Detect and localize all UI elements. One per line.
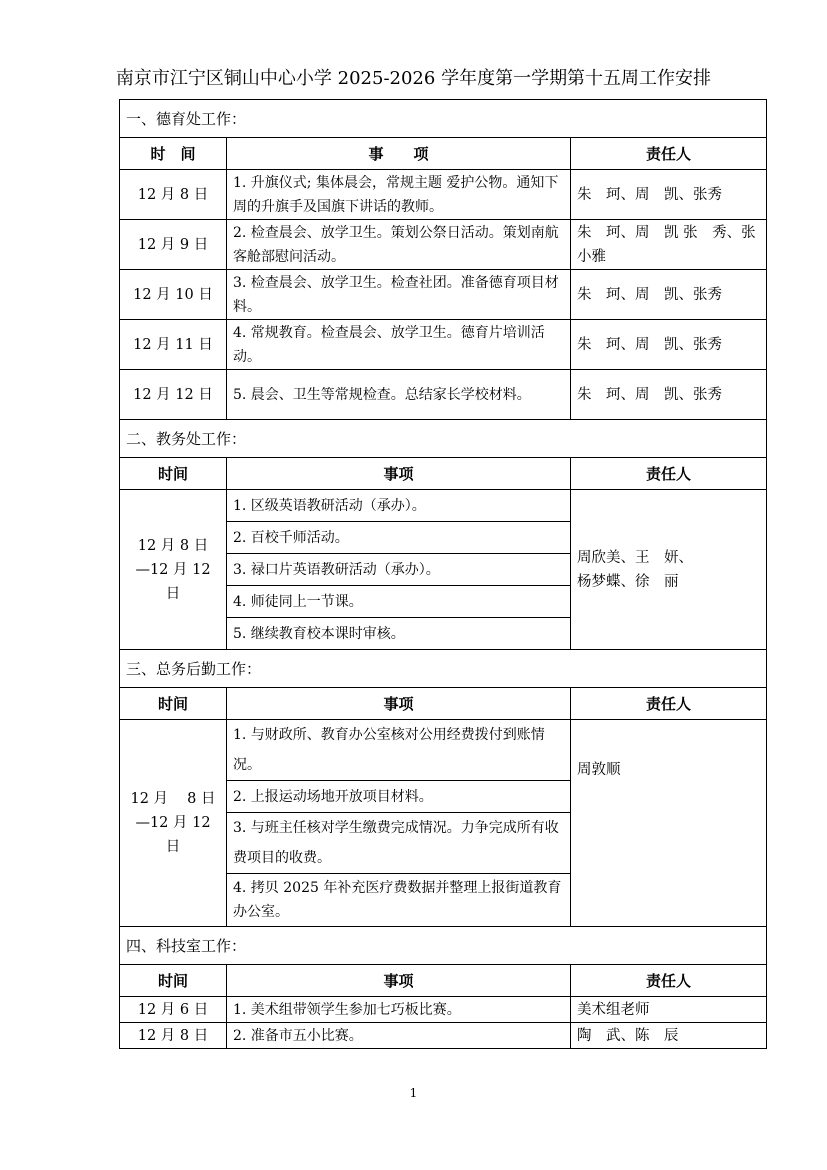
- section-heading: [120, 420, 767, 458]
- page-title: 南京市江宁区铜山中心小学 2025-2026 学年度第一学期第十五周工作安排: [115, 68, 712, 89]
- table-row: [120, 997, 767, 1023]
- row-item: 5. 晨会、卫生等常规检查。总结家长学校材料。: [227, 370, 571, 420]
- section2-heading: 二、教务处工作：: [120, 420, 767, 458]
- section3-heading: 三、总务后勤工作：: [120, 650, 767, 688]
- row-item: 3. 与班主任核对学生缴费完成情况。力争完成所有收费项目的收费。: [227, 813, 571, 874]
- section-heading: [120, 927, 767, 965]
- row-item: 3. 禄口片英语教研活动（承办）。: [227, 554, 571, 586]
- row-time: 12 月 9 日: [120, 220, 227, 270]
- header-item: 事项: [227, 965, 571, 997]
- table-header: [120, 458, 767, 490]
- row-person: 朱 珂、周 凯、张秀: [571, 320, 767, 370]
- section1-heading: 一、德育处工作：: [120, 100, 767, 138]
- table-header: [120, 138, 767, 170]
- row-item: 1. 与财政所、教育办公室核对公用经费拨付到账情况。: [227, 720, 571, 781]
- row-time: 12 月 10 日: [120, 270, 227, 320]
- table-row: [120, 220, 767, 270]
- time-line: —12 月 12 日: [135, 561, 211, 602]
- row-item: 4. 拷贝 2025 年补充医疗费数据并整理上报街道教育办公室。: [227, 874, 571, 927]
- row-item: 2. 百校千师活动。: [227, 522, 571, 554]
- table-row: [120, 490, 767, 522]
- time-line: —12 月 12 日: [135, 815, 211, 855]
- row-item: 5. 继续教育校本课时审核。: [227, 618, 571, 650]
- section-heading: [120, 650, 767, 688]
- time-line: 12 月 8 日: [130, 791, 216, 807]
- row-person: [571, 490, 767, 650]
- table-header: [120, 965, 767, 997]
- row-person: 朱 珂、周 凯 张 秀、张小雅: [571, 220, 767, 270]
- section4-heading: 四、科技室工作：: [120, 927, 767, 965]
- row-item: 1. 美术组带领学生参加七巧板比赛。: [227, 997, 571, 1023]
- row-item: 4. 师徒同上一节课。: [227, 586, 571, 618]
- row-person: 周敦顺: [571, 720, 767, 927]
- table-row: [120, 370, 767, 420]
- row-time: [120, 490, 227, 650]
- row-person: 朱 珂、周 凯、张秀: [571, 370, 767, 420]
- row-item: 1. 区级英语教研活动（承办）。: [227, 490, 571, 522]
- person-line: 周欣美、王 妍、: [577, 549, 693, 566]
- row-time: 12 月 12 日: [120, 370, 227, 420]
- row-person: 美术组老师: [571, 997, 767, 1023]
- header-time: 时 间: [120, 138, 227, 170]
- header-person: 责任人: [571, 138, 767, 170]
- table-header: [120, 688, 767, 720]
- row-item: 3. 检查晨会、放学卫生。检查社团。准备德育项目材料。: [227, 270, 571, 320]
- header-person: 责任人: [571, 688, 767, 720]
- row-person: 朱 珂、周 凯、张秀: [571, 270, 767, 320]
- row-time: 12 月 8 日: [120, 170, 227, 220]
- header-time: 时间: [120, 458, 227, 490]
- row-item: 2. 上报运动场地开放项目材料。: [227, 781, 571, 813]
- table-row: [120, 270, 767, 320]
- header-time: 时间: [120, 965, 227, 997]
- row-time: 12 月 8 日: [120, 1023, 227, 1049]
- row-time: 12 月 6 日: [120, 997, 227, 1023]
- row-item: 2. 准备市五小比赛。: [227, 1023, 571, 1049]
- table-row: [120, 1023, 767, 1049]
- header-person: 责任人: [571, 458, 767, 490]
- section-heading: [120, 100, 767, 138]
- row-item: 4. 常规教育。检查晨会、放学卫生。德育片培训活动。: [227, 320, 571, 370]
- row-time: [120, 720, 227, 927]
- person-line: 杨梦蝶、徐 丽: [577, 573, 679, 590]
- page-number: 1: [409, 1086, 418, 1100]
- header-item: 事项: [227, 688, 571, 720]
- header-item: 事 项: [227, 138, 571, 170]
- row-item: 2. 检查晨会、放学卫生。策划公祭日活动。策划南航客舱部慰问活动。: [227, 220, 571, 270]
- row-person: 朱 珂、周 凯、张秀: [571, 170, 767, 220]
- schedule-table: [119, 99, 767, 1049]
- time-line: 12 月 8 日: [137, 537, 209, 554]
- table-row: [120, 320, 767, 370]
- header-person: 责任人: [571, 965, 767, 997]
- row-time: 12 月 11 日: [120, 320, 227, 370]
- row-item: 1. 升旗仪式; 集体晨会，常规主题 爱护公物。通知下周的升旗手及国旗下讲话的教师。: [227, 170, 571, 220]
- row-person: 陶 武、陈 辰: [571, 1023, 767, 1049]
- table-row: [120, 720, 767, 781]
- header-time: 时间: [120, 688, 227, 720]
- header-item: 事项: [227, 458, 571, 490]
- table-row: [120, 170, 767, 220]
